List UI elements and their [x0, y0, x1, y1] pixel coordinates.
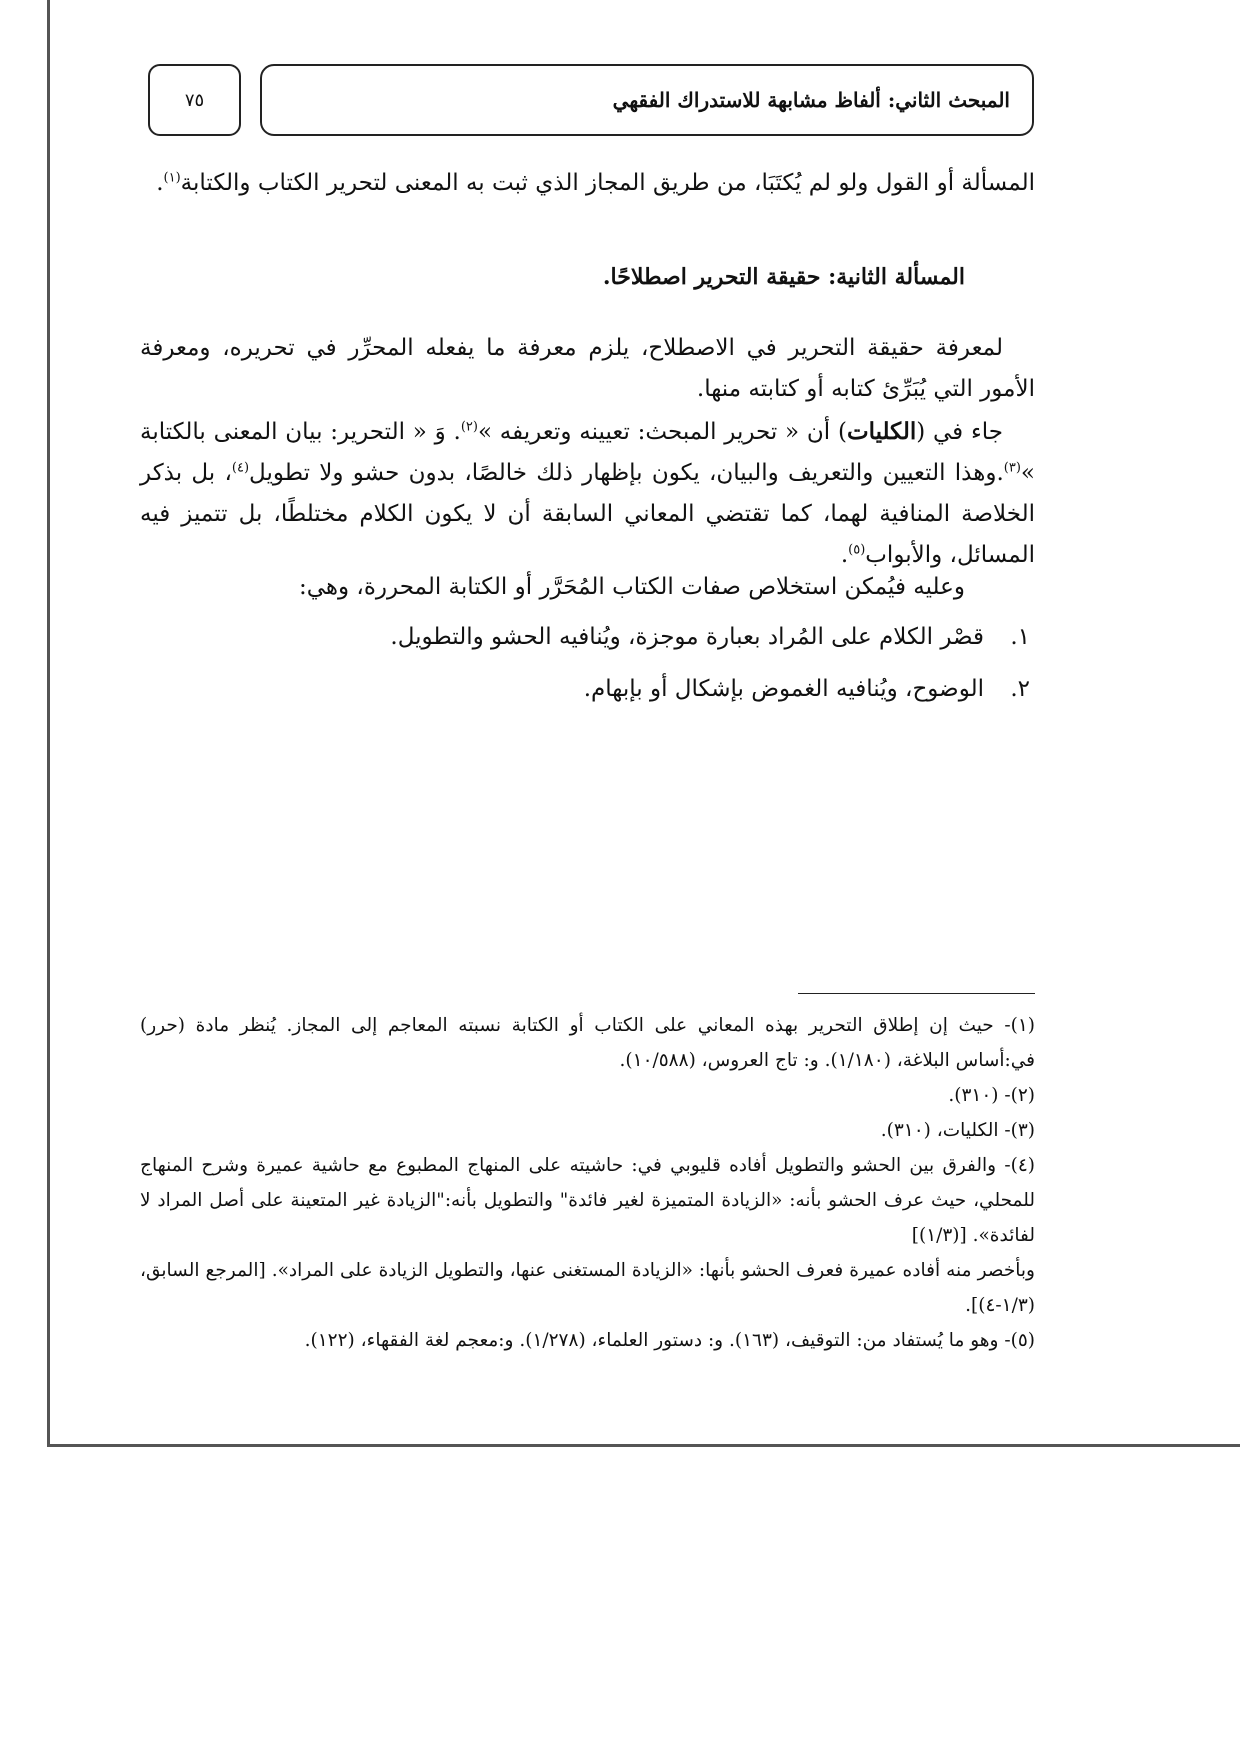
footnote-2: (٢)- (٣١٠).	[948, 1085, 1035, 1106]
list-number: ١.	[1010, 624, 1030, 650]
list-item	[584, 676, 1030, 702]
footnote-ref-1[interactable]: (١)	[163, 170, 181, 186]
footnote-ref-3[interactable]: (٣)	[1003, 460, 1021, 476]
section-heading: المسألة الثانية: حقيقة التحرير اصطلاحًا.	[602, 264, 965, 290]
page-number-box	[148, 64, 241, 136]
footnote-ref-2[interactable]: (٢)	[460, 419, 478, 435]
footnote-1: (١)- حيث إن إطلاق التحرير بهذه المعاني على الكتاب أو الكتابة نسبته المعاجم إلى المجاز. يُنظر مادة (حرر) في:أساس البلاغة، (١/١٨٠). و: تاج العروس، (١٠/٥٨٨).	[140, 1015, 1035, 1071]
list-text: الوضوح، ويُنافيه الغموض بإشكال أو بإبهام.	[583, 676, 984, 702]
footnote-5: (٥)- وهو ما يُستفاد من: التوقيف، (١٦٣). و: دستور العلماء، (١/٢٧٨). و:معجم لغة الفقهاء، (١٢٢).	[304, 1330, 1035, 1351]
kulliyat-title: الكليات	[846, 418, 917, 445]
paragraph-3: جاء في (الكليات) أن « تحرير المبحث: تعيينه وتعريفه »$^{(٢)}$. وَ « التحرير: بيان المعنى بالكتابة »$^{(٣)}$.وهذا التعيين والتعريف والبيان، يكون بإظهار ذلك خالصًا، بدون حشو ولا تطويل$^{(٤)}$، بل بذكر الخلاصة المنافية لهما، كما تقتضي المعاني السابقة أن لا يكون الكلام مختلطًا، بل تتميز فيه المسائل، والأبواب$^{(٥)}$.	[140, 418, 1035, 568]
footnote-4-continued: وبأخصر منه أفاده عميرة فعرف الحشو بأنها: «الزيادة المستغنى عنها، والتطويل الزيادة على المراد». [المرجع السابق، (١/٣-٤)].	[140, 1260, 1035, 1316]
paragraph-4: وعليه فيُمكن استخلاص صفات الكتاب المُحَرَّر أو الكتابة المحررة، وهي:	[298, 574, 965, 600]
footnotes	[140, 1008, 1035, 1358]
chapter-title-box	[260, 64, 1034, 136]
paragraph-1: المسألة أو القول ولو لم يُكتَبَا، من طريق المجاز الذي ثبت به المعنى لتحرير الكتاب والكتابة$^{(١)}$.	[156, 170, 1035, 196]
footnote-ref-5[interactable]: (٥)	[848, 542, 866, 558]
list-item	[390, 624, 1030, 650]
footnote-3: (٣)- الكليات، (٣١٠).	[880, 1120, 1035, 1141]
footnote-4: (٤)- والفرق بين الحشو والتطويل أفاده قليوبي في: حاشيته على المنهاج المطبوع مع حاشية عميرة وشرح المنهاج للمحلي، حيث عرف الحشو بأنه: «الزيادة المتميزة لغير فائدة" والتطويل بأنه:"الزيادة غير المتعينة على أصل المراد لا لفائدة». [(١/٣)]	[140, 1155, 1035, 1246]
list-text: قصْر الكلام على المُراد بعبارة موجزة، ويُنافيه الحشو والتطويل.	[390, 624, 984, 650]
list-number: ٢.	[1010, 676, 1030, 702]
page-frame-bottom	[47, 1444, 1240, 1447]
footnote-ref-4[interactable]: (٤)	[231, 460, 250, 476]
chapter-title: المبحث الثاني: ألفاظ مشابهة للاستدراك الفقهي	[612, 88, 1010, 112]
footnote-separator	[798, 993, 1035, 994]
page-number: ٧٥	[184, 89, 205, 111]
paragraph-2: لمعرفة حقيقة التحرير في الاصطلاح، يلزم معرفة ما يفعله المحرِّر في تحريره، ومعرفة الأمور التي يُبَرِّئ كتابه أو كتابته منها.	[140, 335, 1035, 402]
page-frame-left	[47, 0, 50, 1445]
